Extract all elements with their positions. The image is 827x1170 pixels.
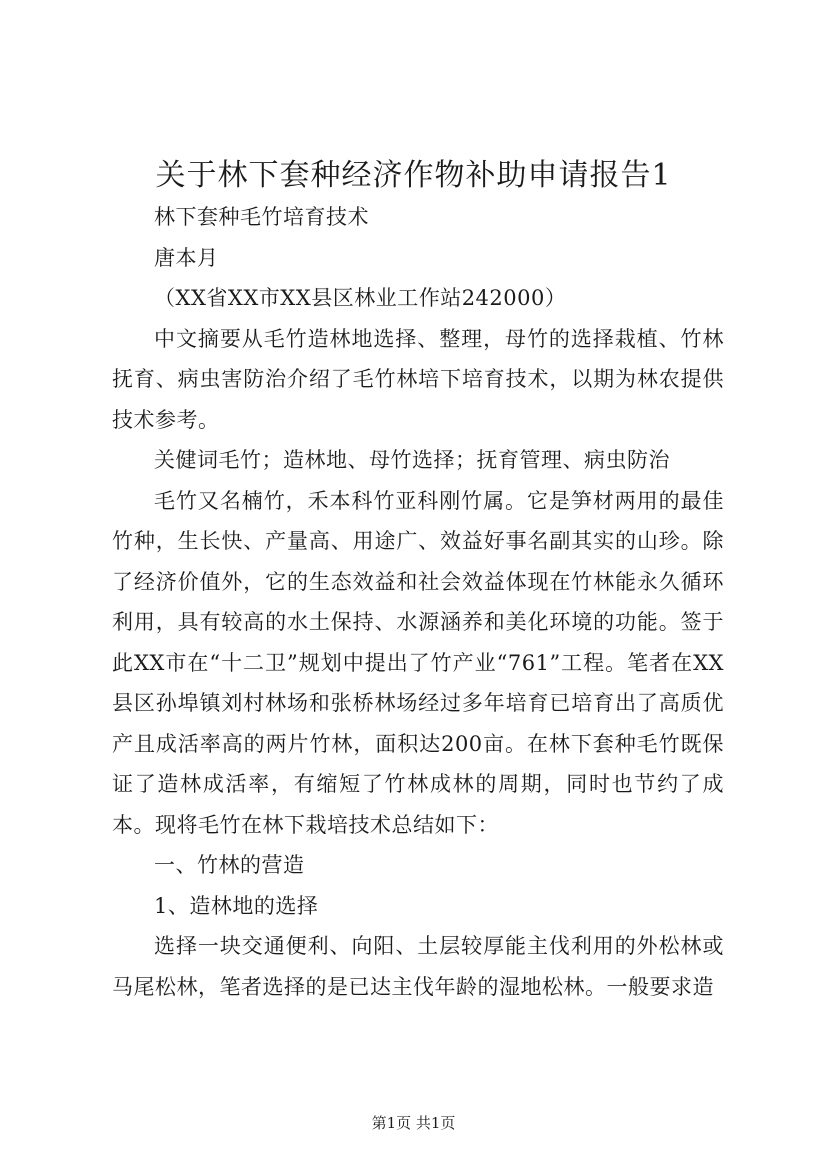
abstract-paragraph: 中文摘要从毛竹造林地选择、整理，母竹的选择栽植、竹林抚育、病虫害防治介绍了毛竹林培下培育技术，以期为林农提供技术参考。	[112, 326, 724, 432]
subtitle-paragraph: 林下套种毛竹培育技术	[154, 205, 369, 229]
affiliation-paragraph: （XX省XX市XX县区林业工作站242000）	[154, 286, 567, 310]
author-paragraph: 唐本月	[154, 245, 219, 270]
intro-paragraph: 毛竹又名楠竹，禾本科竹亚科刚竹属。它是笋材两用的最佳竹种，生长快、产量高、用途广、效益好事名副其实的山珍。除了经济价值外，它的生态效益和社会效益体现在竹林能永久循环利用，具有较高的水土保持、水源涵养和美化环境的功能。签于此XX市在“十二卫”规划中提出了竹产业“761”工程。笔者在XX县区孙埠镇刘村林场和张桥林场经过多年培育已培育出了高质优产且成活率高的两片竹林，面积达200亩。在林下套种毛竹既保证了造林成活率，有缩短了竹林成林的周期，同时也节约了成本。现将毛竹在林下栽培技术总结如下：	[112, 488, 724, 837]
document-title: 关于林下套种经济作物补助申请报告1	[155, 158, 672, 193]
document-body	[112, 197, 724, 1007]
site-selection-paragraph: 选择一块交通便利、向阳、土层较厚能主伐利用的外松林或马尾松林，笔者选择的是已达主伐年龄的湿地松林。一般要求造	[112, 934, 724, 999]
keywords-paragraph: 关健词毛竹；造林地、母竹选择；抚育管理、病虫防治	[154, 448, 670, 472]
subsection-heading: 1、造林地的选择	[154, 893, 319, 918]
page-footer: 第1页 共1页	[371, 1114, 456, 1132]
section-heading: 一、竹林的营造	[154, 853, 305, 877]
